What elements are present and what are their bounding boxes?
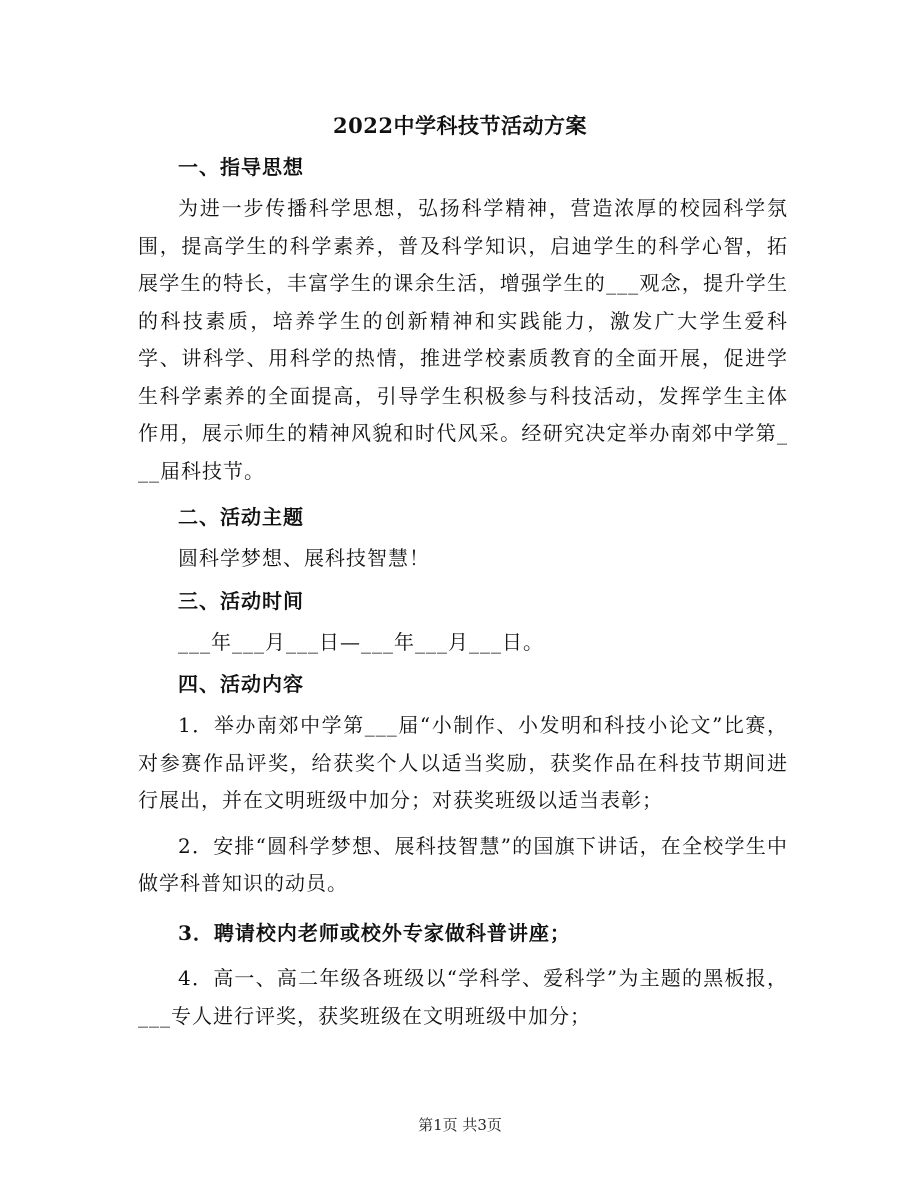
list-item-flag-speech: 2．安排“圆科学梦想、展科技智慧”的国旗下讲话，在全校学生中做学科普知识的动员。	[138, 833, 788, 895]
section-heading-content: 四、活动内容	[178, 672, 304, 696]
list-item-lecture: 3．聘请校内老师或校外专家做科普讲座；	[178, 920, 571, 945]
list-item-competition: 1．举办南郊中学第___届“小制作、小发明和科技小论文”比赛，对参赛作品评奖，给获奖个人以适当奖励，获奖作品在科技节期间进行展出，并在文明班级中加分；对获奖班级以适当表彰；	[138, 713, 788, 812]
section-heading-theme: 二、活动主题	[178, 505, 304, 529]
list-item-blackboard: 4．高一、高二年级各班级以“学科学、爱科学”为主题的黑板报，___专人进行评奖，获奖班级在文明班级中加分；	[138, 966, 788, 1028]
document-title: 2022中学科技节活动方案	[333, 113, 587, 138]
paragraph-guiding-ideology: 为进一步传播科学思想，弘扬科学精神，营造浓厚的校园科学氛围，提高学生的科学素养，普及科学知识，启迪学生的科学心智，拓展学生的特长，丰富学生的课余生活，增强学生的___观念，提升学生的科技素质，培养学生的创新精神和实践能力，激发广大学生爱科学、讲科学、用科学的热情，推进学校素质教育的全面开展，促进学生科学素养的全面提高，引导学生积极参与科技活动，发挥学生主体作用，展示师生的精神风貌和时代风采。经研究决定举办南郊中学第___届科技节。	[138, 196, 788, 483]
page-number: 第1页 共3页	[418, 1116, 502, 1134]
paragraph-theme: 圆科学梦想、展科技智慧！	[178, 546, 430, 570]
paragraph-time: ___年___月___日—___年___月___日。	[178, 629, 544, 654]
document-body	[138, 152, 788, 1035]
section-heading-guiding-ideology: 一、指导思想	[178, 155, 304, 179]
section-heading-time: 三、活动时间	[178, 588, 304, 613]
